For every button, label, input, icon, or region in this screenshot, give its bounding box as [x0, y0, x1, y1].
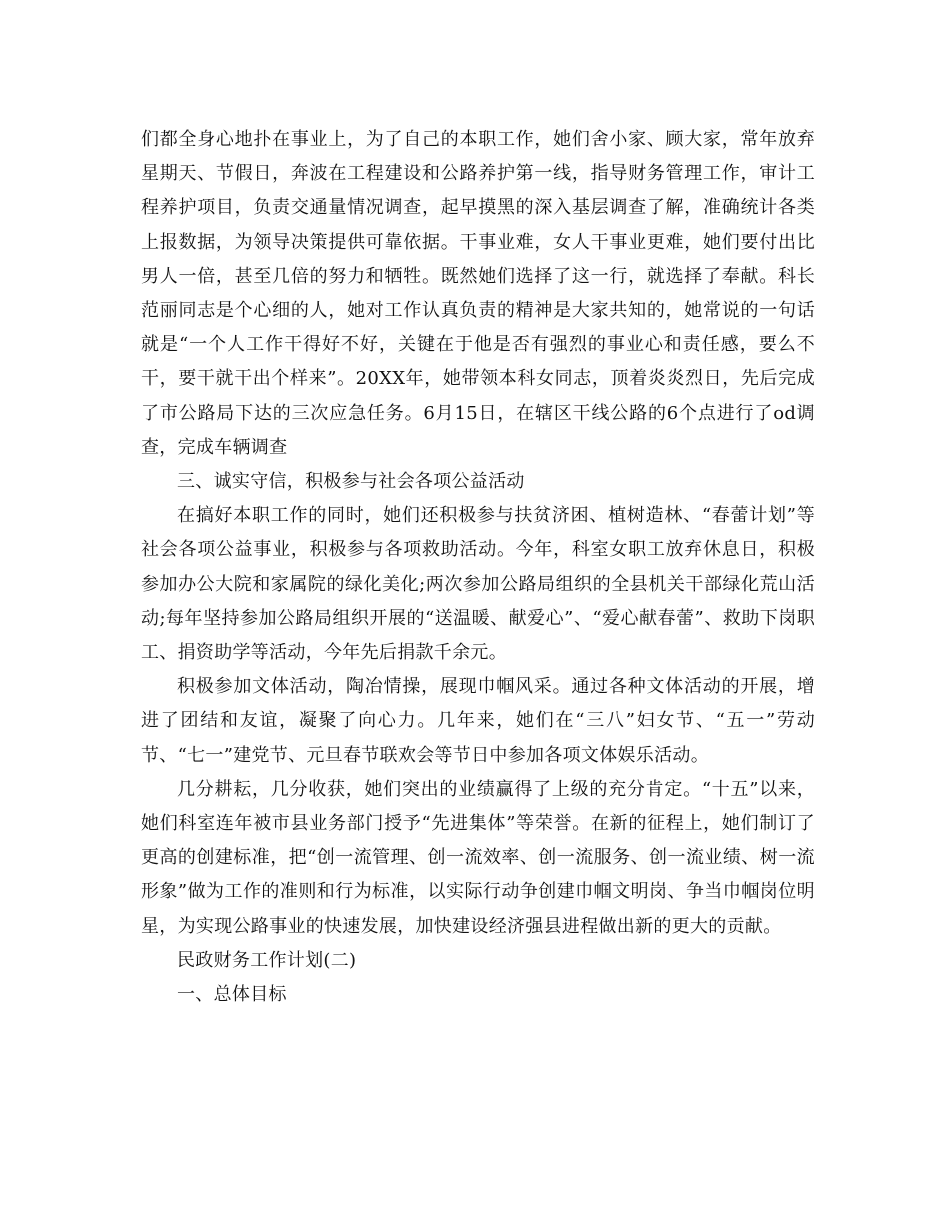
section-heading-overall-goal: 一、总体目标: [177, 984, 287, 1006]
document-body: [141, 123, 815, 1012]
paragraph-continuation: 们都全身心地扑在事业上，为了自己的本职工作，她们舍小家、顾大家，常年放弃星期天、节假日，奔波在工程建设和公路养护第一线，指导财务管理工作，审计工程养护项目，负责交通量情况调查，起早摸黑的深入基层调查了解，准确统计各类上报数据，为领导决策提供可靠依据。干事业难，女人干事业更难，她们要付出比男人一倍，甚至几倍的努力和牺牲。既然她们选择了这一行，就选择了奉献。科长范丽同志是个心细的人，她对工作认真负责的精神是大家共知的，她常说的一句话就是“一个人工作干得好不好，关键在于他是否有强烈的事业心和责任感，要么不干，要干就干出个样来”。20XX年，她带领本科女同志，顶着炎炎烈日，先后完成了市公路局下达的三次应急任务。6月15日，在辖区干线公路的6个点进行了od调查，完成车辆调查: [141, 129, 815, 458]
document-title-plan-two: 民政财务工作计划(二): [177, 949, 357, 971]
section-heading-integrity: 三、诚实守信，积极参与社会各项公益活动: [177, 471, 525, 493]
paragraph-cultural-activities: 积极参加文体活动，陶冶情操，展现巾帼风采。通过各种文体活动的开展，增进了团结和友谊，凝聚了向心力。几年来，她们在“三八”妇女节、“五一”劳动节、“七一”建党节、元旦春节联欢会等节日中参加各项文体娱乐活动。: [141, 676, 815, 766]
paragraph-achievements: 几分耕耘，几分收获，她们突出的业绩赢得了上级的充分肯定。“十五”以来，她们科室连年被市县业务部门授予“先进集体”等荣誉。在新的征程上，她们制订了更高的创建标准，把“创一流管理、创一流效率、创一流服务、创一流业绩、树一流形象”做为工作的准则和行为标准，以实际行动争创建巾帼文明岗、争当巾帼岗位明星，为实现公路事业的快速发展，加快建设经济强县进程做出新的更大的贡献。: [141, 778, 815, 937]
paragraph-public-welfare: 在搞好本职工作的同时，她们还积极参与扶贫济困、植树造林、“春蕾计划”等社会各项公益事业，积极参与各项救助活动。今年，科室女职工放弃休息日，积极参加办公大院和家属院的绿化美化;两次参加公路局组织的全县机关干部绿化荒山活动;每年坚持参加公路局组织开展的“送温暖、献爱心”、“爱心献春蕾”、救助下岗职工、捐资助学等活动，今年先后捐款千余元。: [141, 505, 815, 664]
